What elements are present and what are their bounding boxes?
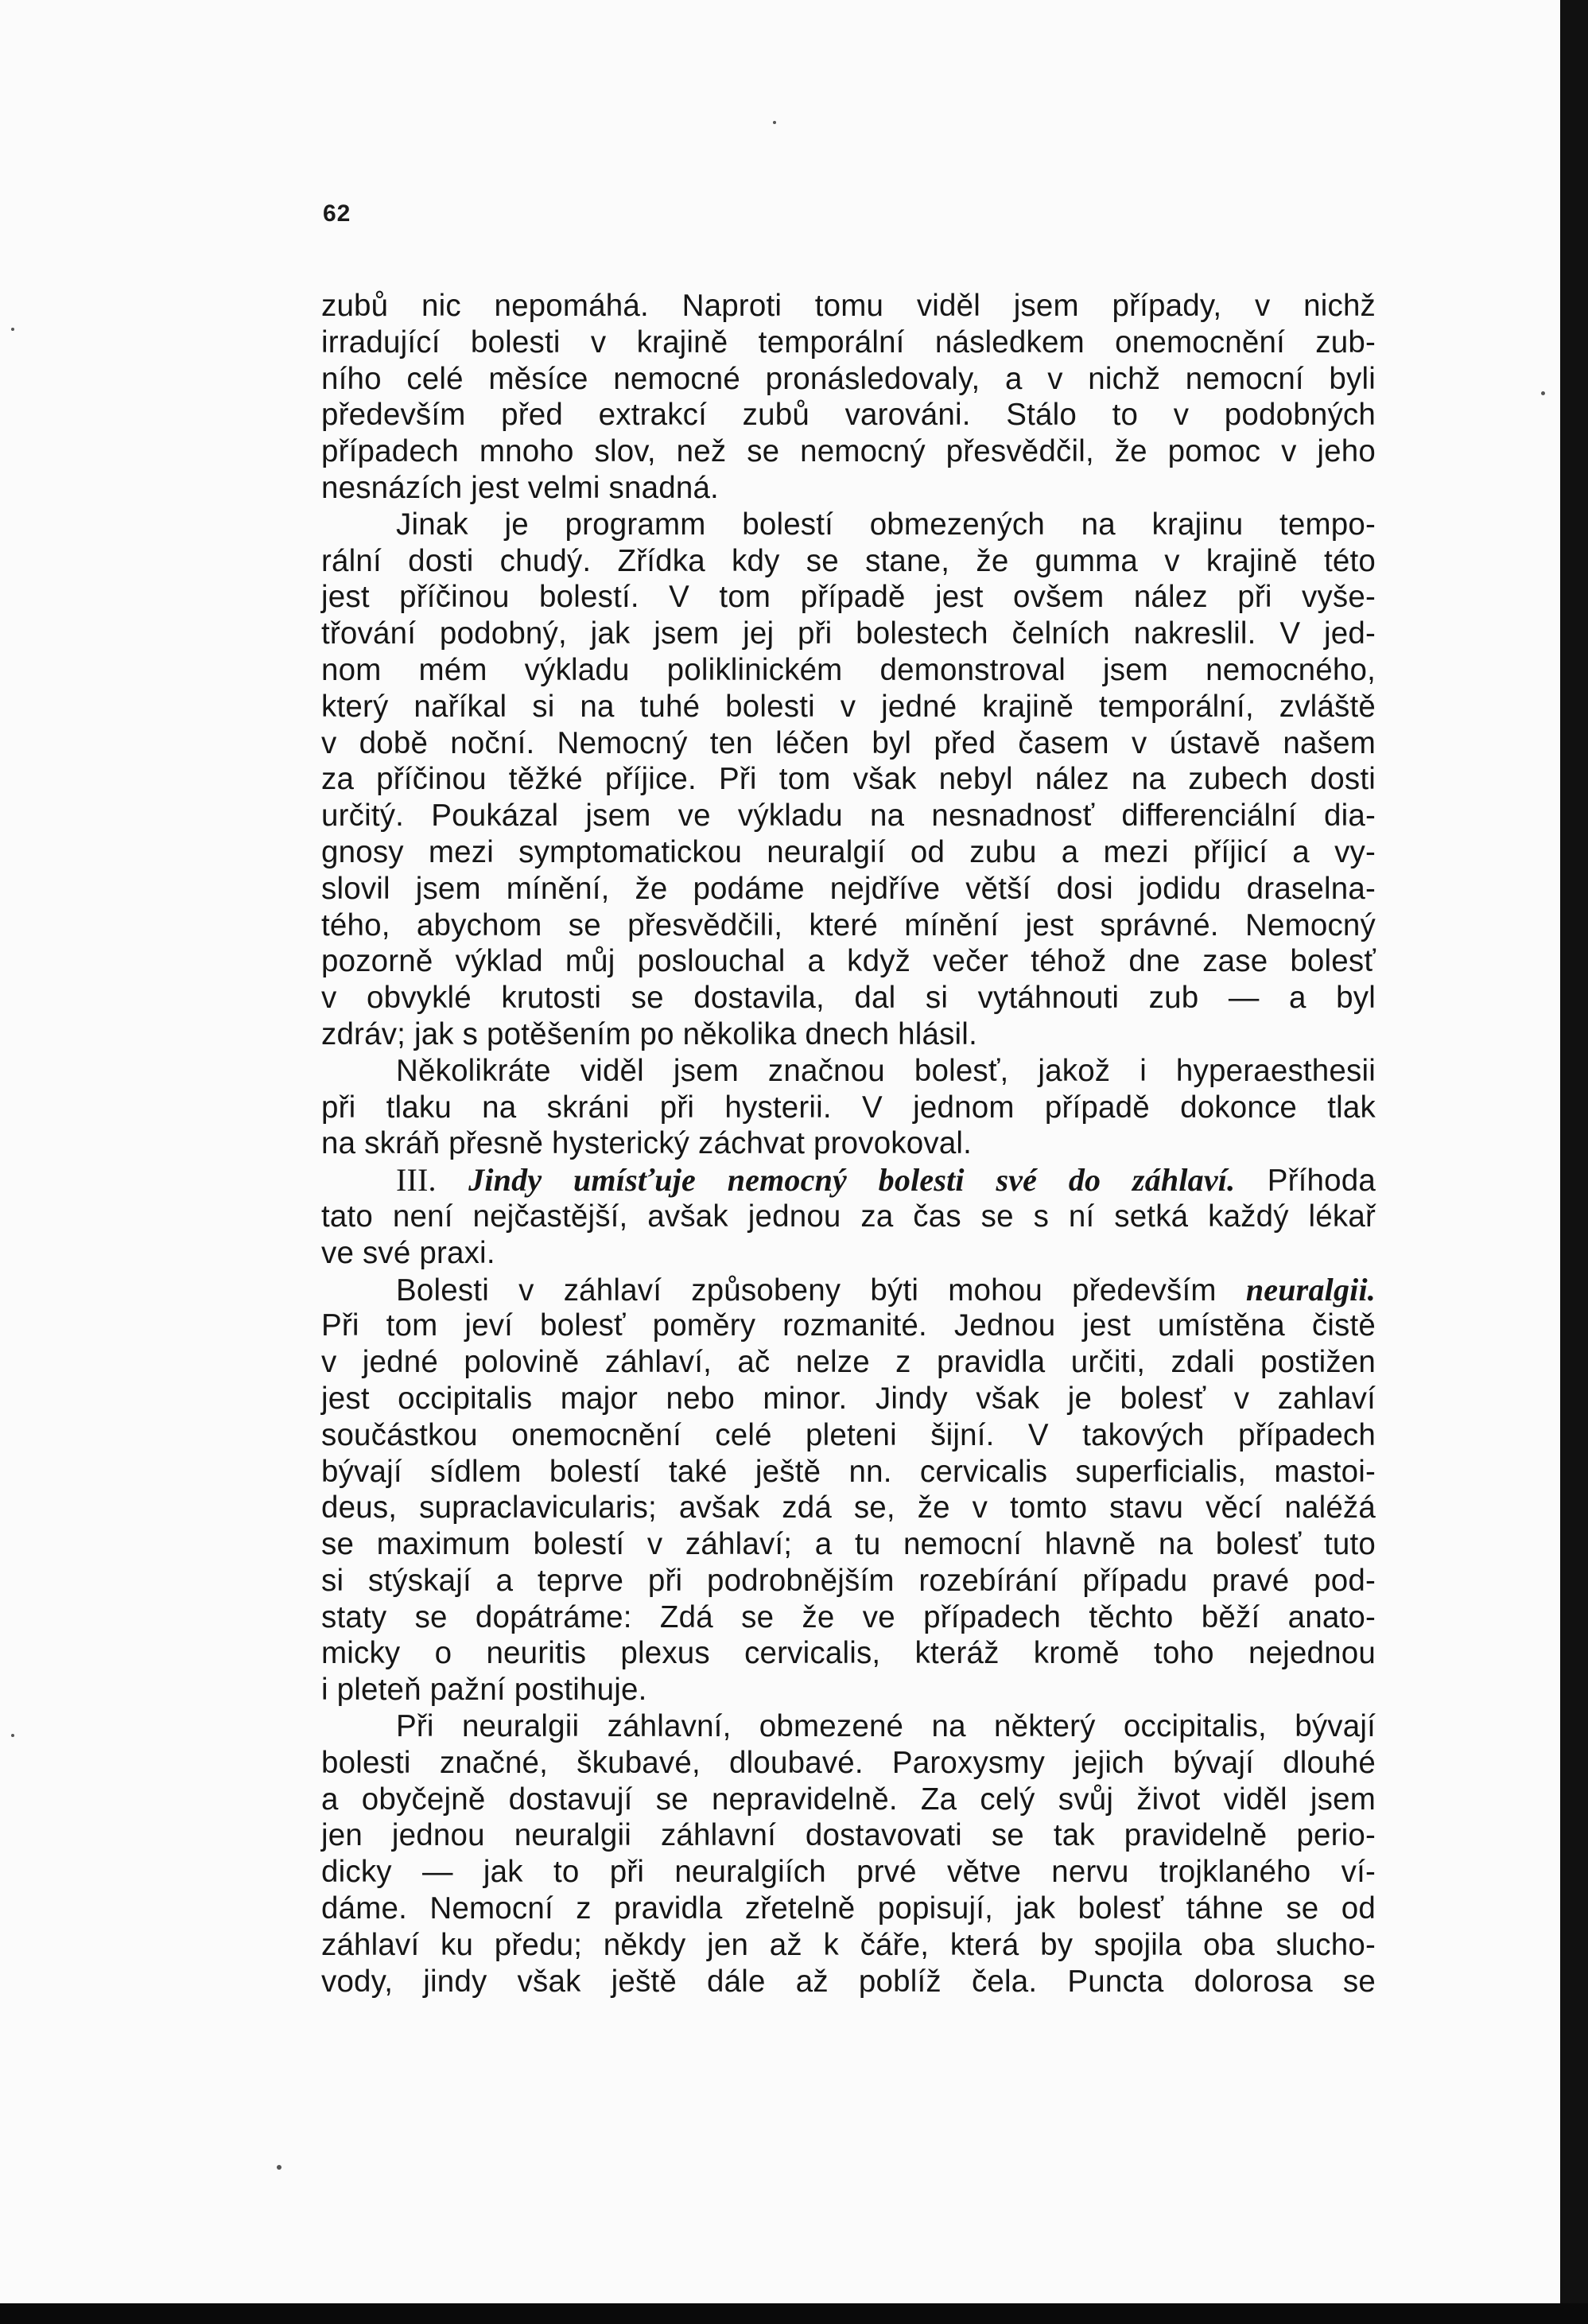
scan-speck	[11, 328, 14, 331]
text-line: bolesti značné, škubavé, dloubavé. Paroxysmy jejich bývají dlouhé	[321, 1745, 1376, 1780]
text-line: gnosy mezi symptomatickou neuralgií od zubu a mezi příjicí a vy-	[321, 834, 1376, 869]
text-line: záhlaví ku předu; někdy jen až k čáře, která by spojila oba slucho-	[321, 1927, 1376, 1962]
paragraph-line	[321, 1272, 1376, 1308]
line-lead-text: Bolesti v záhlaví způsobeny býti mohou především	[396, 1273, 1217, 1308]
text-line: při tlaku na skráni při hysterii. V jednom případě dokonce tlak	[321, 1090, 1376, 1125]
text-line: ního celé měsíce nemocné pronásledovaly, a v nichž nemocní byli	[321, 361, 1376, 396]
text-line: deus, supraclavicularis; avšak zdá se, že v tomto stavu věcí naléžá	[321, 1490, 1376, 1525]
text-line: jest příčinou bolestí. V tom případě jest ovšem nález při vyše-	[321, 580, 1376, 615]
scan-speck	[1541, 391, 1545, 395]
section-italic-title: Jindy umísťuje nemocný bolesti své do záhlaví.	[468, 1162, 1236, 1199]
section-heading-line	[321, 1162, 1376, 1199]
text-line: v obvyklé krutosti se dostavila, dal si vytáhnouti zub — a byl	[321, 981, 1376, 1016]
scan-speck	[11, 1734, 14, 1737]
body-text	[321, 288, 1376, 1999]
section-numeral: III.	[396, 1162, 437, 1199]
text-line: nesnázích jest velmi snadná.	[321, 470, 719, 505]
scan-border-right	[1560, 0, 1588, 2324]
text-line: slovil jsem mínění, že podáme nejdříve větší dosi jodidu draselna-	[321, 871, 1376, 906]
text-line: a obyčejně dostavují se nepravidelně. Za celý svůj život viděl jsem	[321, 1782, 1376, 1817]
scan-speck	[773, 121, 776, 124]
text-line: Při tom jeví bolesť poměry rozmanité. Jednou jest umístěna čistě	[321, 1308, 1376, 1343]
text-line: Při neuralgii záhlavní, obmezené na některý occipitalis, bývají	[396, 1709, 1376, 1744]
text-line: staty se dopátráme: Zdá se že ve případech těchto běží anato-	[321, 1599, 1376, 1634]
text-line: jest occipitalis major nebo minor. Jindy však je bolesť v zahlaví	[321, 1381, 1376, 1416]
text-line: zdráv; jak s potěšením po několika dnech hlásil.	[321, 1016, 977, 1051]
text-line: micky o neuritis plexus cervicalis, kteráž kromě toho nejednou	[321, 1636, 1376, 1671]
section-continuation: Příhoda	[1267, 1164, 1376, 1199]
text-line: si stýskají a teprve při podrobnějším rozebírání případu pravé pod-	[321, 1563, 1376, 1598]
text-line: určitý. Poukázal jsem ve výkladu na nesnadnosť differenciální dia-	[321, 799, 1376, 834]
text-line: Jinak je programm bolestí obmezených na krajinu tempo-	[396, 507, 1376, 542]
text-line: součástkou onemocnění celé pleteni šijní. V takových případech	[321, 1417, 1376, 1452]
text-line: který naříkal si na tuhé bolesti v jedné krajině temporální, zvláště	[321, 689, 1376, 724]
page-number: 62	[323, 200, 351, 227]
text-line: na skráň přesně hysterický záchvat provokoval.	[321, 1126, 973, 1161]
text-line: pozorně výklad můj poslouchal a když večer téhož dne zase bolesť	[321, 944, 1376, 979]
text-line: i pleteň pažní postihuje.	[321, 1673, 647, 1708]
text-line: dáme. Nemocní z pravidla zřetelně popisují, jak bolesť táhne se od	[321, 1891, 1376, 1926]
text-line: jen jednou neuralgii záhlavní dostavovati se tak pravidelně perio-	[321, 1818, 1376, 1853]
scan-border-bottom	[0, 2303, 1588, 2324]
text-line: především před extrakcí zubů varováni. Stálo to v podobných	[321, 398, 1376, 433]
text-line: nom mém výkladu poliklinickém demonstroval jsem nemocného,	[321, 652, 1376, 687]
text-line: za příčinou těžké příjice. Při tom však nebyl nález na zubech dosti	[321, 762, 1376, 797]
text-line: tého, abychom se přesvědčili, které mínění jest správné. Nemocný	[321, 907, 1376, 942]
text-line: se maximum bolestí v záhlaví; a tu nemocní hlavně na bolesť tuto	[321, 1527, 1376, 1562]
text-line: případech mnoho slov, než se nemocný přesvědčil, že pomoc v jeho	[321, 434, 1376, 469]
text-line: dicky — jak to při neuralgiích prvé větve nervu trojklaného ví-	[321, 1855, 1376, 1890]
scan-speck	[277, 2165, 281, 2170]
text-line: tato není nejčastější, avšak jednou za čas se s ní setká každý lékař	[321, 1199, 1376, 1234]
text-line: ve své praxi.	[321, 1235, 495, 1270]
text-line: třování podobný, jak jsem jej při bolestech čelních nakreslil. V jed-	[321, 616, 1376, 651]
text-line: vody, jindy však ještě dále až poblíž čela. Puncta dolorosa se	[321, 1964, 1376, 1999]
text-line: v době noční. Nemocný ten léčen byl před časem v ústavě našem	[321, 725, 1376, 760]
italic-term: neuralgii.	[1245, 1271, 1376, 1308]
text-line: rální dosti chudý. Zřídka kdy se stane, že gumma v krajině této	[321, 543, 1376, 578]
text-line: Několikráte viděl jsem značnou bolesť, jakož i hyperaesthesii	[396, 1053, 1376, 1088]
text-line: v jedné polovině záhlaví, ač nelze z pravidla určiti, zdali postižen	[321, 1345, 1376, 1380]
text-line: zubů nic nepomáhá. Naproti tomu viděl jsem případy, v nichž	[321, 289, 1376, 323]
text-line: irradující bolesti v krajině temporální následkem onemocnění zub-	[321, 325, 1376, 359]
text-line: bývají sídlem bolestí také ještě nn. cervicalis superficialis, mastoi-	[321, 1454, 1376, 1489]
